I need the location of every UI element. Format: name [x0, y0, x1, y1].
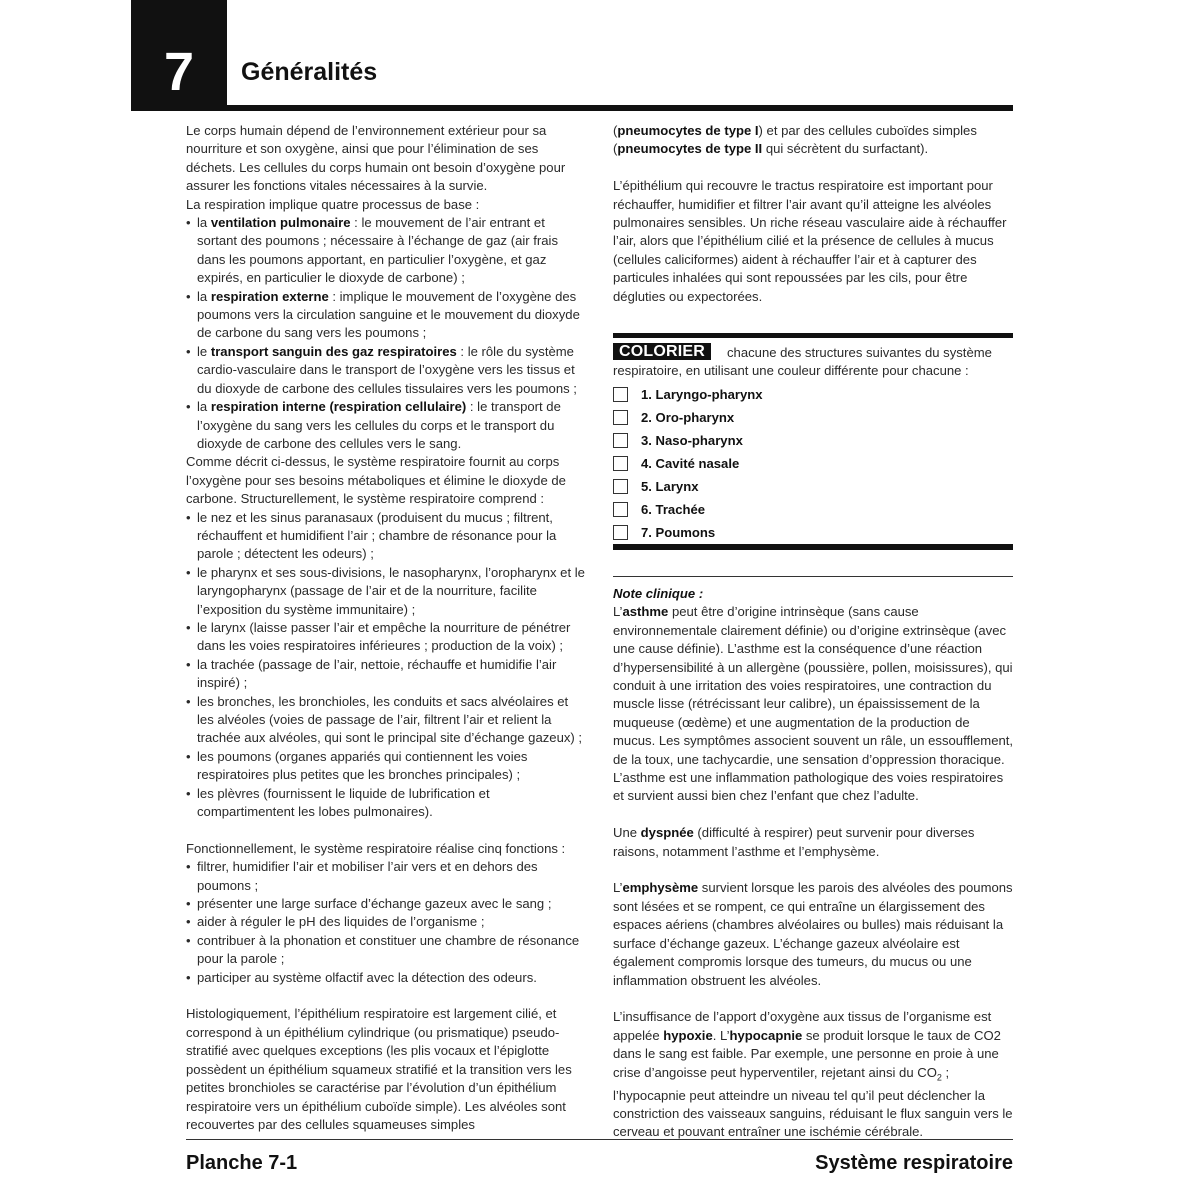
checkbox[interactable]	[613, 433, 628, 448]
chapter-number: 7	[131, 0, 227, 111]
coloring-instruction: chacune des structures suivantes du système respiratoire, en utilisant une couleur différente pour chacune :	[613, 345, 992, 379]
checklist-item[interactable]: 3. Naso-pharynx	[613, 429, 763, 452]
dyspnea-paragraph: Une dyspnée (difficulté à respirer) peut survenir pour diverses raisons, notamment l’asthme et l’emphysème.	[613, 825, 975, 859]
checklist-item[interactable]: 1. Laryngo-pharynx	[613, 383, 763, 406]
coloring-badge: COLORIER	[613, 343, 711, 360]
checkbox[interactable]	[613, 502, 628, 517]
checklist-item[interactable]: 5. Larynx	[613, 475, 763, 498]
checklist-item[interactable]: 4. Cavité nasale	[613, 452, 763, 475]
clinical-note	[613, 585, 1015, 1142]
structure-item: • les poumons (organes appariés qui contiennent les voies respiratoires plus petites que les bronches principales) ;	[186, 748, 588, 785]
right-column	[613, 122, 1013, 306]
checkbox[interactable]	[613, 479, 628, 494]
checkbox[interactable]	[613, 525, 628, 540]
intro-paragraph: Le corps humain dépend de l’environnement extérieur pour sa nourriture et son oxygène, ainsi que pour l’élimination de ses déchets. Les cellules du corps humain ont besoin d’oxygène pour assurer les fonctions vitales nécessaires à la survie.	[186, 123, 566, 194]
structures-list	[186, 509, 588, 822]
process-item: • le transport sanguin des gaz respiratoires : le rôle du système cardio-vasculaire dans le transport de l’oxygène vers les tissus et du dioxyde de carbone des cellules tissulaires vers les poumons ;	[186, 343, 588, 398]
coloring-checklist	[613, 383, 763, 544]
structure-item: • le larynx (laisse passer l’air et empêche la nourriture de pénétrer dans les voies respiratoires inférieures ; production de la voix) ;	[186, 619, 588, 656]
structure-intro: Comme décrit ci-dessus, le système respiratoire fournit au corps l’oxygène pour ses besoins métaboliques et élimine le dioxyde de carbone. Structurellement, le système respiratoire comprend :	[186, 454, 566, 507]
clinical-rule	[613, 576, 1013, 577]
coloring-box	[613, 333, 1013, 550]
processes-list	[186, 214, 588, 453]
plate-label: Planche 7-1	[186, 1152, 298, 1174]
checkbox[interactable]	[613, 410, 628, 425]
checklist-item[interactable]: 7. Poumons	[613, 521, 763, 544]
asthma-paragraph: L’asthme peut être d’origine intrinsèque (sans cause environnementale clairement définie) ou d’origine extrinsèque (avec une cause définie). L’asthme est la conséquence d’une réaction d’hypersensibilité à un allergène (poussière, pollen, moisissures), qui conduit à une irritation des voies respiratoires, une contraction du muscle lisse (rétrécissant leur calibre), un épaississement de la muqueuse (œdème) et une augmentation de la production de mucus. Les symptômes associent souvent un râle, un essoufflement, de la toux, une tachycardie, une sensation d’oppression thoracique. L’asthme est une inflammation pathologique des voies respiratoires et survient aussi bien chez l’enfant que chez l’adulte.	[613, 604, 1014, 804]
checkbox[interactable]	[613, 456, 628, 471]
footer-rule	[186, 1139, 1013, 1140]
process-item: • la respiration externe : implique le mouvement de l’oxygène des poumons vers la circulation sanguine et le mouvement du dioxyde de carbone du sang vers les poumons ;	[186, 288, 588, 343]
function-item: • contribuer à la phonation et constituer une chambre de résonance pour la parole ;	[186, 932, 588, 969]
function-item: • participer au système olfactif avec la détection des odeurs.	[186, 969, 588, 987]
left-column	[186, 122, 588, 1134]
header-rule	[131, 105, 1013, 111]
checkbox[interactable]	[613, 387, 628, 402]
process-item: • la ventilation pulmonaire : le mouvement de l’air entrant et sortant des poumons ; nécessaire à l’échange de gaz (air frais dans les poumons apportant, en particulier l’oxygène, et gaz expirés, en particulier le dioxyde de carbone) ;	[186, 214, 588, 288]
epithelium-paragraph: L’épithélium qui recouvre le tractus respiratoire est important pour réchauffer, humidifier et filtrer l’air avant qu’il atteigne les alvéoles pulmonaires sensibles. Un riche réseau vasculaire aide à réchauffer l’air, alors que l’épithélium cilié et la présence de cellules à mucus (cellules caliciformes) aident à réchauffer l’air et à capturer des particules inhalées qui sont repoussées par les cils, pour être dégluties ou expectorées.	[613, 178, 1007, 304]
structure-item: • la trachée (passage de l’air, nettoie, réchauffe et humidifie l’air inspiré) ;	[186, 656, 588, 693]
structure-item: • le nez et les sinus paranasaux (produisent du mucus ; filtrent, réchauffent et humidifient l’air ; chambre de résonance pour la parole ; détectent les odeurs) ;	[186, 509, 588, 564]
structure-item: • le pharynx et ses sous-divisions, le nasopharynx, l’oropharynx et le laryngopharynx (passage de l’air et de la nourriture, facilite l’exposition du système immunitaire) ;	[186, 564, 588, 619]
hypoxia-paragraph: L’insuffisance de l’apport d’oxygène aux tissus de l’organisme est appelée hypoxie. L’hypocapnie se produit lorsque le taux de CO2 dans le sang est faible. Par exemple, une personne en proie à une crise d’angoisse peut hyperventiler, rejetant ainsi du $CO_2$ ; l’hypocapnie peut atteindre un niveau tel qu’il peut déclencher la constriction des vaisseaux sanguins, réduisant le flux sanguin vers le cerveau et pouvant entraîner une ischémie cérébrale.	[613, 1009, 1013, 1140]
function-item: • présenter une large surface d’échange gazeux avec le sang ;	[186, 895, 588, 913]
processes-intro: La respiration implique quatre processus de base :	[186, 196, 480, 212]
histology-paragraph: Histologiquement, l’épithélium respiratoire est largement cilié, et correspond à un épithélium cylindrique (ou prismatique) pseudo-stratifié avec quelques exceptions (les plis vocaux et l’épiglotte possèdent un épithélium squameux stratifié et la transition vers les petites bronchioles se caractérise par l’évolution d’un épithélium respiratoire vers un épithélium cuboïde simple). Les alvéoles sont recouvertes par des cellules squameuses simples	[186, 1006, 572, 1132]
structure-item: • les plèvres (fournissent le liquide de lubrification et compartimentent les lobes pulmonaires).	[186, 785, 588, 822]
functions-list	[186, 858, 588, 987]
chapter-title: Généralités	[241, 58, 378, 86]
system-label: Système respiratoire	[815, 1152, 1013, 1174]
functions-intro: Fonctionnellement, le système respiratoire réalise cinq fonctions :	[186, 840, 566, 856]
continuation-paragraph: (pneumocytes de type I) et par des cellules cuboïdes simples (pneumocytes de type II qui sécrètent du surfactant).	[613, 123, 977, 157]
coloring-rule-bottom	[613, 544, 1013, 550]
emphysema-paragraph: L’emphysème survient lorsque les parois des alvéoles des poumons sont lésées et se rompent, ce qui entraîne un élargissement des espaces aériens (chambres alvéolaires ou bulles) mais réduisant la surface d’échange gazeux. L’échange gazeux alvéolaire est également compromis lorsque des tumeurs, du mucus ou une inflammation obstruent les alvéoles.	[613, 880, 1013, 988]
function-item: • aider à réguler le pH des liquides de l’organisme ;	[186, 913, 588, 931]
function-item: • filtrer, humidifier l’air et mobiliser l’air vers et en dehors des poumons ;	[186, 858, 588, 895]
clinical-title: Note clinique :	[613, 586, 704, 601]
structure-item: • les bronches, les bronchioles, les conduits et sacs alvéolaires et les alvéoles (voies de passage de l’air, filtrent l’air et relient la trachée aux alvéoles, qui sont le principal site d’échange gazeux) ;	[186, 693, 588, 748]
process-item: • la respiration interne (respiration cellulaire) : le transport de l’oxygène du sang vers les cellules du corps et le transport du dioxyde de carbone des cellules vers le sang.	[186, 398, 588, 453]
checklist-item[interactable]: 6. Trachée	[613, 498, 763, 521]
checklist-item[interactable]: 2. Oro-pharynx	[613, 406, 763, 429]
coloring-rule-top	[613, 333, 1013, 338]
